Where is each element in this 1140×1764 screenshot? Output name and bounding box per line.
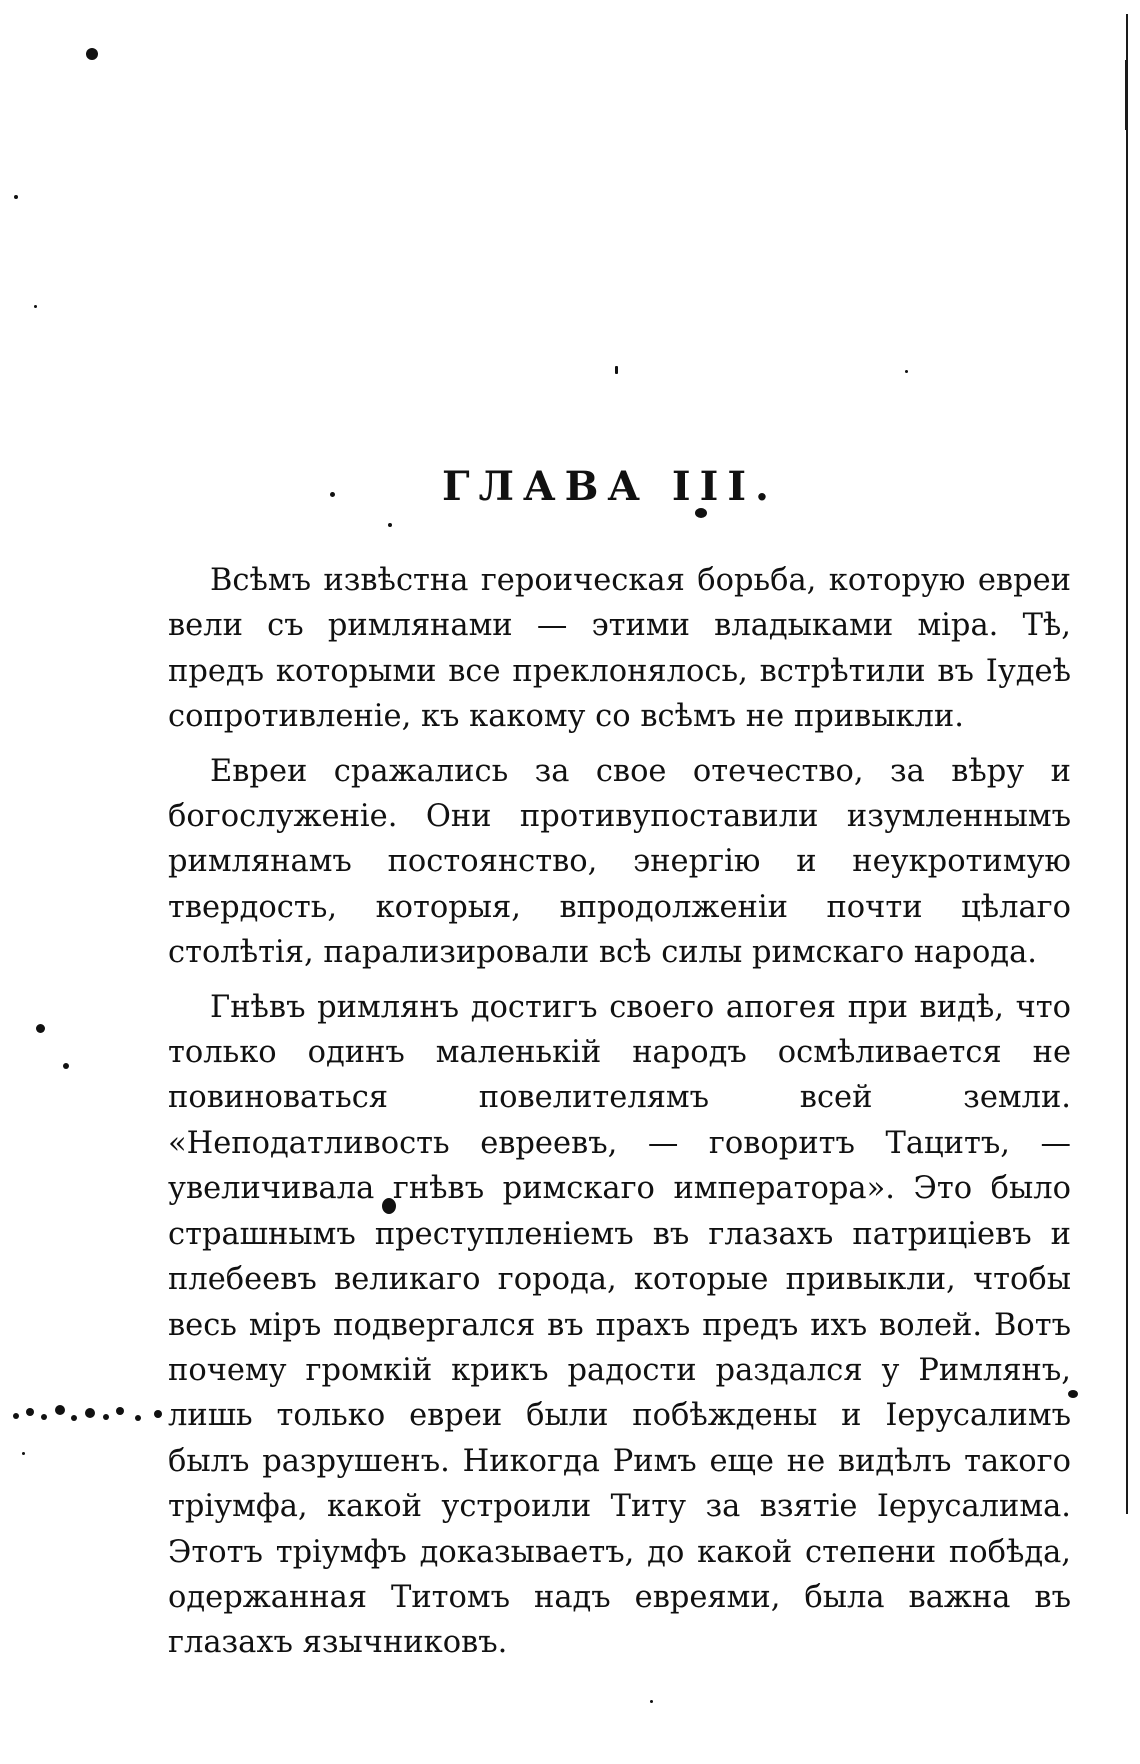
chapter-heading bbox=[0, 462, 1140, 512]
paragraph: Всѣмъ извѣстна героическая борьба, которую евреи вели съ римлянами — этими владыками міра. Тѣ, предъ которыми все преклонялось, встрѣтили въ Іудеѣ сопротивленіе, къ какому со всѣмъ не привыкли. bbox=[168, 563, 1071, 735]
paragraph: Евреи сражались за свое отечество, за вѣру и богослуженіе. Они противупоставили изумленнымъ римлянамъ постоянство, энергію и неукротимую твердость, которыя, впродолженіи почти цѣлаго столѣтія, парализировали всѣ силы римскаго народа. bbox=[168, 753, 1071, 971]
scan-speck bbox=[34, 305, 37, 308]
scan-speck bbox=[63, 1063, 69, 1069]
chapter-heading-text: ГЛАВА III. bbox=[442, 463, 778, 510]
paragraph: Гнѣвъ римлянъ достигъ своего апогея при видѣ, что только одинъ маленькій народъ осмѣливается не повиноваться повелителямъ всей земли. «Неподатливость евреевъ, — говоритъ Тацитъ, — увеличивала гнѣвъ римскаго императора». Это было страшнымъ преступленіемъ въ глазахъ патриціевъ и плебеевъ великаго города, которые привыкли, чтобы весь міръ подвергался въ прахъ предъ ихъ волей. Вотъ почему громкій крикъ радости раздался у Римлянъ, лишь только евреи были побѣждены и Іерусалимъ былъ разрушенъ. Никогда Римъ еще не видѣлъ такого тріумфа, какой устроили Титу за взятіе Іерусалима. Этотъ тріумфъ доказываетъ, до какой степени побѣда, одержанная Титомъ надъ евреями, была важна въ глазахъ язычниковъ. bbox=[168, 989, 1071, 1661]
scan-speck bbox=[388, 523, 392, 527]
scan-speck bbox=[36, 1024, 45, 1033]
page-edge-line-thick bbox=[1125, 60, 1128, 130]
ink-smudge bbox=[8, 1398, 178, 1428]
scan-speck bbox=[14, 195, 18, 199]
page-edge-line bbox=[1126, 14, 1128, 1514]
scan-speck bbox=[615, 366, 618, 374]
scan-speck bbox=[650, 1700, 653, 1703]
scan-speck bbox=[905, 370, 908, 373]
chapter-body bbox=[168, 558, 1071, 1666]
scan-speck bbox=[86, 48, 98, 60]
scan-speck bbox=[22, 1452, 25, 1455]
